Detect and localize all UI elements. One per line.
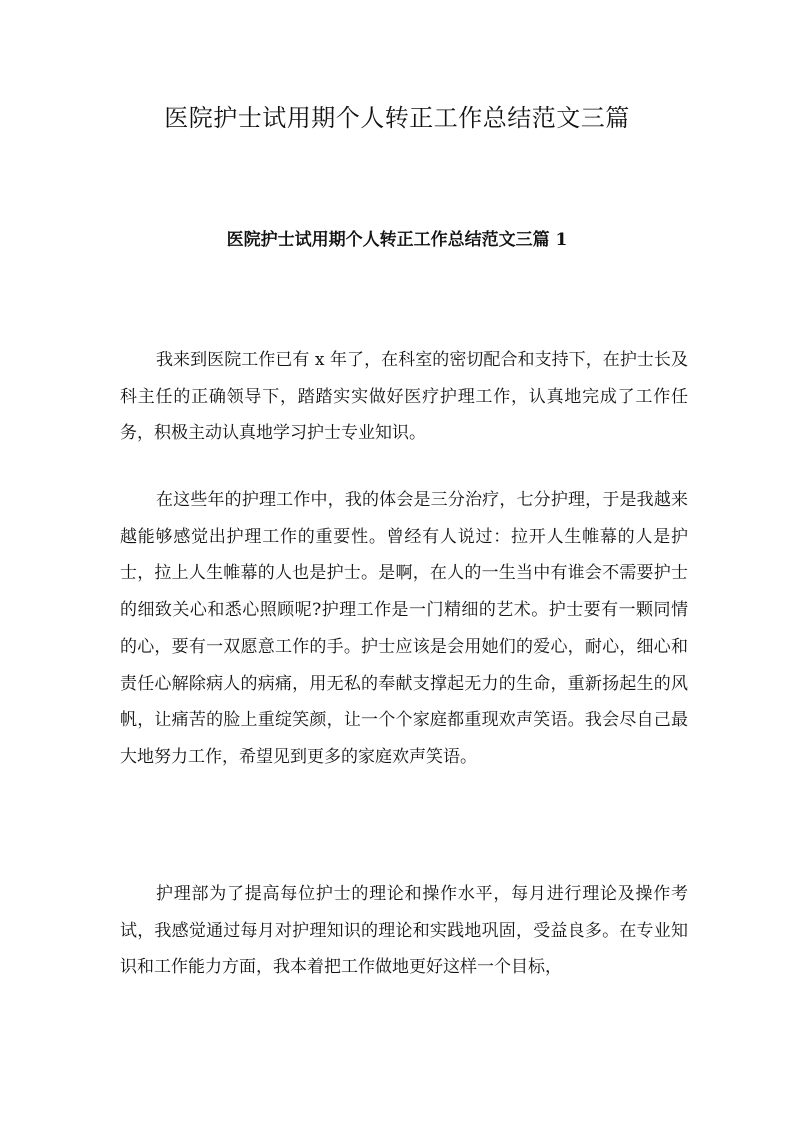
section-title: 医院护士试用期个人转正工作总结范文三篇 1 bbox=[226, 230, 568, 250]
body-paragraph: 我来到医院工作已有 x 年了，在科室的密切配合和支持下，在护士长及科主任的正确领导下，踏踏实实做好医疗护理工作，认真地完成了工作任务，积极主动认真地学习护士专业知识。 bbox=[120, 350, 688, 444]
body-paragraph: 护理部为了提高每位护士的理论和操作水平，每月进行理论及操作考试，我感觉通过每月对护理知识的理论和实践地巩固，受益良多。在专业知识和工作能力方面，我本着把工作做地更好这样一个目标， bbox=[120, 884, 688, 978]
document-title: 医院护士试用期个人转正工作总结范文三篇 bbox=[164, 104, 630, 132]
body-paragraph: 在这些年的护理工作中，我的体会是三分治疗，七分护理，于是我越来越能够感觉出护理工作的重要性。曾经有人说过：拉开人生帷幕的人是护士，拉上人生帷幕的人也是护士。是啊，在人的一生当中有谁会不需要护士的细致关心和悉心照顾呢?护理工作是一门精细的艺术。护士要有一颗同情的心，要有一双愿意工作的手。护士应该是会用她们的爱心，耐心，细心和责任心解除病人的病痛，用无私的奉献支撑起无力的生命，重新扬起生的风帆，让痛苦的脸上重绽笑颜，让一个个家庭都重现欢声笑语。我会尽自己最大地努力工作，希望见到更多的家庭欢声笑语。 bbox=[120, 490, 688, 767]
